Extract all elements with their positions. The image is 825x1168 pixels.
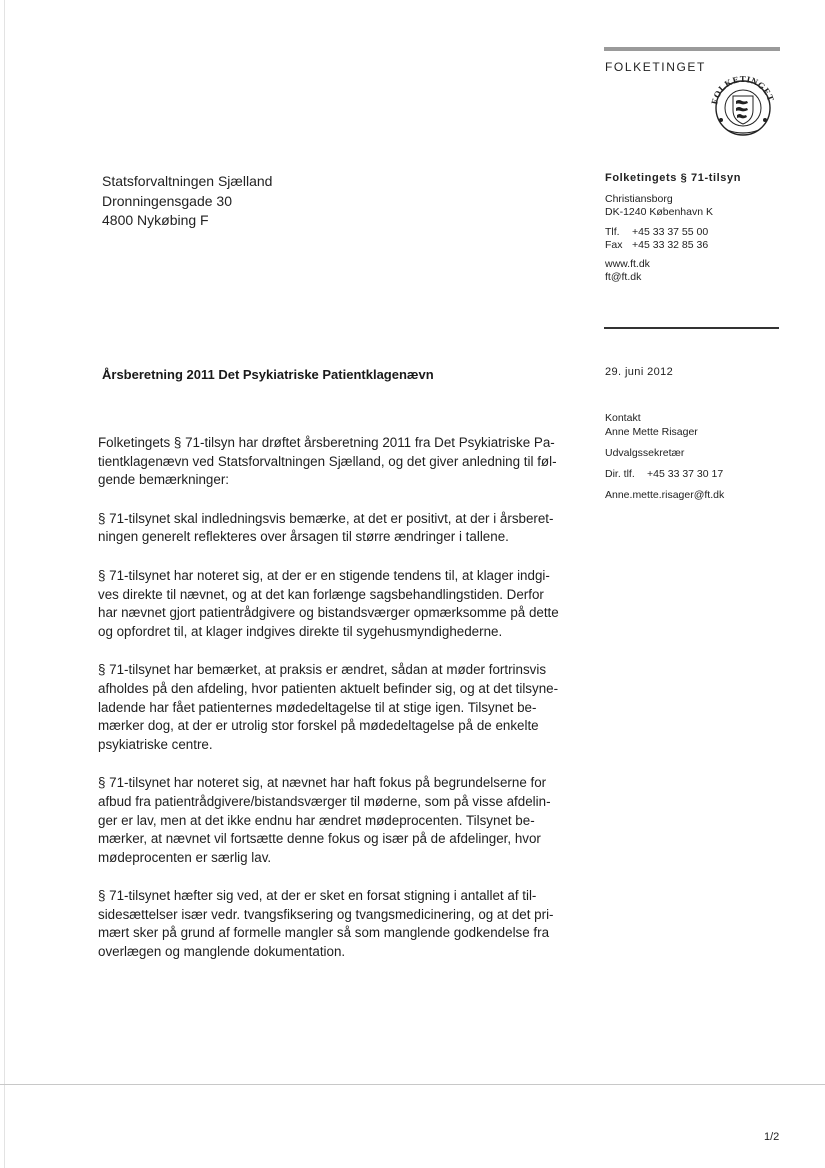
paragraph-line: tientklagenævn ved Statsforvaltningen Sjælland, og det giver anledning til føl- [98, 453, 557, 469]
paragraph-line: sidesættelser især vedr. tvangsfiksering og tvangsmedicinering, og at det pri- [98, 906, 554, 922]
body-paragraph [98, 434, 578, 490]
paragraph-line: har nævnet gjort patientrådgivere og bistandsværger opmærksomme på dette [98, 605, 559, 621]
paragraph-line: psykiatriske centre. [98, 736, 213, 752]
recipient-line: Statsforvaltningen Sjælland [102, 173, 273, 189]
contact-email: Anne.mette.risager@ft.dk [605, 489, 725, 501]
contact-name: Anne Mette Risager [605, 426, 698, 438]
paragraph-line: ves direkte til nævnet, og at det kan forlænge sagsbehandlingstiden. Derfor [98, 586, 544, 602]
paragraph-line: ladende har fået patienternes mødedeltagelse til at stige igen. Tilsynet be- [98, 699, 537, 715]
paragraph-line: ningen generelt reflekteres over årsagen til større ændringer i tallene. [98, 529, 509, 545]
recipient-line: Dronningensgade 30 [102, 192, 232, 209]
paragraph-line: § 71-tilsynet har noteret sig, at nævnet har haft fokus på begrundelserne for [98, 775, 547, 791]
sender-website: www.ft.dk [605, 258, 650, 271]
phone-label: Tlf. [605, 225, 620, 238]
sender-block [605, 172, 741, 284]
letter-date: 29. juni 2012 [605, 366, 674, 378]
contact-role: Udvalgssekretær [605, 447, 685, 459]
header-rule [604, 47, 780, 51]
paragraph-line: mærker, at nævnet vil fortsætte denne fokus og især på de afdelinger, hvor [98, 831, 541, 847]
paragraph-line: afbud fra patientrådgivere/bistandsværger til møderne, som på visse afdelin- [98, 793, 551, 809]
paragraph-line: Folketingets § 71-tilsyn har drøftet årsberetning 2011 fra Det Psykiatriske Pa- [98, 435, 555, 450]
fax-label: Fax [605, 238, 623, 251]
body-paragraph [98, 661, 578, 754]
paragraph-line: § 71-tilsynet har noteret sig, at der er en stigende tendens til, at klager indgi- [98, 567, 550, 583]
phone-value: +45 33 37 55 00 [632, 225, 709, 238]
body-paragraph [98, 887, 578, 961]
recipient-line: 4800 Nykøbing F [102, 212, 209, 228]
paragraph-line: mært sker på grund af formelle mangler så som manglende godkendelse fra [98, 925, 550, 941]
sender-title: Folketingets § 71-tilsyn [605, 172, 742, 184]
paragraph-line: og opfordret til, at klager indgives direkte til sygehusmyndighederne. [98, 623, 503, 639]
body-paragraph [98, 567, 578, 641]
contact-label: Kontakt [605, 412, 641, 424]
paragraph-line: mærker dog, at der er utrolig stor forskel på mødedeltagelse på de enkelte [98, 718, 539, 734]
seal-text: FOLKETINGET [709, 74, 777, 106]
paragraph-line: § 71-tilsynet skal indledningsvis bemærke, at det er positivt, at der i årsberet- [98, 510, 554, 526]
sender-address-line: Christiansborg [605, 193, 673, 206]
organization-name: FOLKETINGET [605, 60, 706, 74]
paragraph-line: gende bemærkninger: [98, 472, 230, 488]
contact-phone-value: +45 33 37 30 17 [647, 468, 724, 480]
folketinget-seal-logo [707, 74, 779, 138]
paragraph-line: § 71-tilsynet har bemærket, at praksis er ændret, sådan at møder fortrinsvis [98, 662, 547, 678]
sender-email: ft@ft.dk [605, 271, 642, 284]
paragraph-line: ger er lav, men at det ikke endnu har ændret mødeprocenten. Tilsynet be- [98, 812, 535, 828]
fax-value: +45 33 32 85 36 [632, 238, 709, 251]
sender-divider [604, 327, 779, 329]
contact-block [605, 411, 724, 502]
letter-body [98, 434, 578, 982]
page-bottom-line [0, 1084, 825, 1085]
sender-phone [605, 226, 741, 239]
contact-phone-label: Dir. tlf. [605, 468, 635, 480]
paragraph-line: § 71-tilsynet hæfter sig ved, at der er sket en forsat stigning i antallet af til- [98, 888, 537, 904]
sender-address-line: DK-1240 København K [605, 206, 713, 219]
page-number: 1/2 [764, 1131, 780, 1143]
paragraph-line: overlægen og manglende dokumentation. [98, 944, 346, 960]
scan-edge [4, 0, 5, 1168]
letter-subject: Årsberetning 2011 Det Psykiatriske Patientklagenævn [102, 367, 434, 382]
body-paragraph [98, 774, 578, 867]
body-paragraph [98, 510, 578, 547]
contact-phone [605, 467, 724, 481]
paragraph-line: afholdes på den afdeling, hvor patienten aktuelt befinder sig, og at det tilsyne- [98, 680, 559, 696]
paragraph-line: mødeprocenten er særlig lav. [98, 849, 272, 865]
recipient-address [102, 172, 272, 231]
sender-fax [605, 239, 741, 252]
